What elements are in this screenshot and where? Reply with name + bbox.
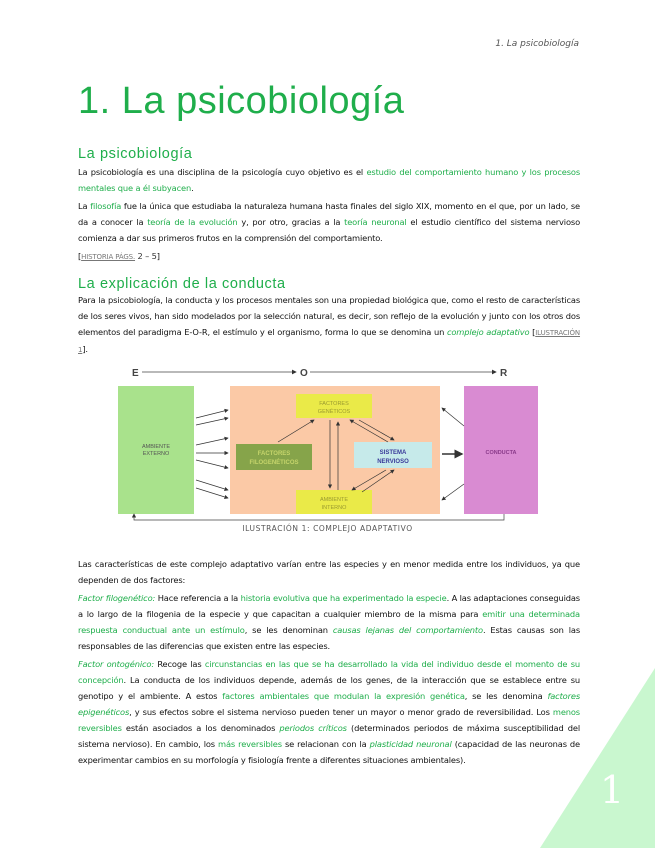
highlighted-text: Factor filogenético: [78,593,156,603]
highlighted-text: menos reversibles [78,707,580,733]
text-run: Para la psicobiología, la conducta y los procesos mentales son una propiedad biológica que, como el resto de características de los seres vivos, han sido modelados por la selección natural, es decir, son reflejo de la evolución y junto con los otros dos elementos del paradigma E-O-R, el estímulo y el organismo, forma lo que se denomina un [78,295,580,337]
box-factores-filogeneticos [236,444,312,470]
running-header: 1. La psicobiología [495,39,579,49]
text-run: (determinados periodos de máxima susceptibilidad del sistema nervioso). En cambio, los [78,723,580,749]
text-run: La [78,201,91,211]
svg-text:CONDUCTA: CONDUCTA [485,450,517,456]
figure-caption: ILUSTRACIÓN 1: COMPLEJO ADAPTATIVO [242,524,413,533]
paragraph-factor-ontogenico [78,656,580,768]
text-run: . [191,183,194,193]
label-r: R [500,368,508,379]
text-run: (capacidad de las neuronas de experimentar cambios en su morfología y fisiología frente a diferentes situaciones ambientales). [78,739,581,765]
highlighted-text: estudio del comportamiento humano y los procesos mentales que a él subyacen [78,167,580,193]
text-run: Recoge las [153,659,205,669]
highlighted-text: teoría de la evolución [147,217,238,227]
text-run: Las características de este complejo adaptativo varían entre las especies y en menor medida entre los individuos, ya que dependen de dos factores: [78,559,580,585]
page-range: 2 – 5 [135,251,157,261]
paragraph [78,556,580,588]
text-run: La psicobiología es una disciplina de la psicología cuyo objetivo es el [78,167,367,177]
label-e: E [132,368,139,379]
highlighted-text: factores ambientales que modulan la expresión genética [222,691,465,701]
paragraph [78,164,580,196]
text-run: se relacionan con la [281,739,370,749]
highlighted-text: circunstancias en las que se ha desarrollado la vida del individuo desde el momento de su concepción [78,659,580,685]
text-run: , y sus efectos sobre el sistema nervioso pueden tener un mayor o menor grado de reversibilidad. Los [129,707,553,717]
text-run: . Estas causas son las responsables de las diferencias que existen entre las especies. [78,625,580,651]
text-run: el estudio científico del sistema nervioso comienza a dar sus primeros frutos en la comprensión del comportamiento. [78,217,580,243]
bracket: [ [78,251,82,261]
highlighted-text: complejo adaptativo [446,327,530,337]
text-run: [ [529,327,536,337]
highlighted-text: más reversibles [218,739,282,749]
adaptive-complex-diagram [118,362,538,522]
text-run: . A las adaptaciones conseguidas a lo largo de la filogenia de la especie y que capacitan a cualquier miembro de la misma para [78,593,580,619]
text-run: y, por otro, gracias a la [237,217,345,227]
text-run: ]. [82,344,88,354]
illustration-link[interactable]: ILUSTRACIÓN 1 [78,329,581,354]
label-o: O [300,368,308,379]
svg-text:AMBIENTEINTERNO: AMBIENTE INTERNO [319,497,349,511]
text-run: fue la única que estudiaba la naturaleza humana hasta finales del siglo XIX, momento en el que, por un lado, se da a conocer la [78,201,580,227]
svg-text:SISTEMANERVIOSO: SISTEMA NERVIOSO [377,450,409,465]
paragraph-factor-filogenetico [78,590,580,654]
highlighted-text: historia evolutiva que ha experimentado la especie [240,593,447,603]
page-number: 1 [600,768,625,812]
highlighted-text: teoría neuronal [344,217,407,227]
svg-text:FACTORESFILOGENÉTICOS: FACTORES FILOGENÉTICOS [249,451,299,466]
history-link[interactable]: HISTORIA PÁGS. [81,253,136,261]
text-run: Hace referencia a la [155,593,241,603]
bracket: ] [156,251,160,261]
highlighted-text: filosofía [90,201,122,211]
corner-decoration [540,668,655,848]
section-heading-explicacion: La explicación de la conducta [78,276,286,292]
highlighted-text: factores epigenéticos [78,691,580,717]
box-ambiente-externo [118,386,194,514]
text-run: , se les denomina [464,691,548,701]
page-title: 1. La psicobiología [78,80,405,122]
highlighted-text: causas lejanas del comportamiento [332,625,483,635]
svg-text:AMBIENTEEXTERNO: AMBIENTE EXTERNO [141,444,171,457]
paragraph [78,198,580,246]
highlighted-text: periodos críticos [279,723,347,733]
svg-text:FACTORESGENÉTICOS: FACTORES GENÉTICOS [317,401,351,415]
highlighted-text: Factor ontogénico: [78,659,154,669]
highlighted-text: emitir una determinada respuesta conductual ante un estímulo [78,609,580,635]
text-run: , se les denominan [244,625,333,635]
section-heading-psicobiologia: La psicobiología [78,146,193,162]
history-reference[interactable] [78,248,580,265]
highlighted-text: plasticidad neuronal [369,739,452,749]
paragraph [78,292,580,358]
text-run: están asociados a los denominados [121,723,280,733]
text-run: . La conducta de los individuos depende, además de los genes, de la interacción que se establece entre su genotipo y el ambiente. A estos [78,675,580,701]
